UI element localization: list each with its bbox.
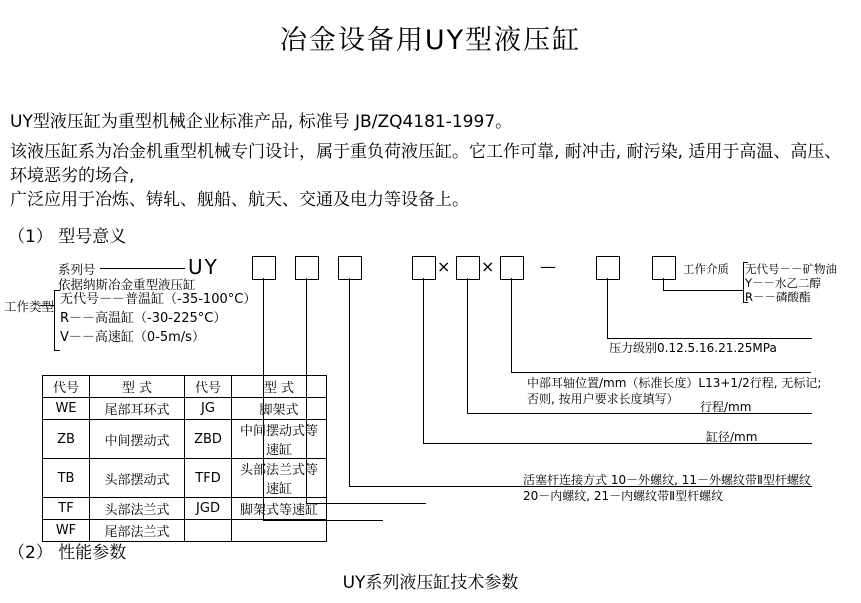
series-label-block: [58, 262, 196, 292]
code-box-2: [295, 256, 319, 280]
work-medium-title: 工作介质: [683, 262, 729, 276]
series-desc-label: 依据纳斯冶金重型液压缸: [58, 277, 196, 292]
table-row: [43, 398, 327, 420]
cell-code: TB: [43, 459, 90, 498]
intro-line-2-text: 该液压缸系为冶金机重型机械专门设计，属于重负荷液压缸。它工作可靠, 耐冲击, 耐污染, 适用于高温、高压、环境恶劣的场合,: [10, 142, 842, 186]
section-heading-1: （1） 型号意义: [8, 227, 127, 247]
table-row: [43, 420, 327, 459]
cell-type-2: 脚架式等速缸: [232, 498, 327, 520]
bracket-worktype-v: [54, 290, 55, 350]
leader-medium-v: [663, 278, 664, 290]
leader-bore-v: [423, 278, 424, 443]
cell-type: 头部法兰式: [90, 498, 185, 520]
cell-type: 头部摆动式: [90, 459, 185, 498]
leader-stroke-h: [467, 413, 812, 414]
operator-multiply-2: ×: [481, 257, 495, 276]
series-no-label: 系列号: [58, 262, 96, 277]
code-box-8: [652, 256, 676, 280]
cell-type-2: [232, 520, 327, 542]
cell-code-2: JGD: [185, 498, 232, 520]
cell-type-2: 脚架式: [232, 398, 327, 420]
stroke-label: 行程/mm: [700, 400, 752, 414]
cell-code-2: TFD: [185, 459, 232, 498]
leader-box3-h: [349, 486, 489, 487]
work-medium-options: [745, 262, 837, 304]
pressure-label: 压力级别0.12.5.16.21.25MPa: [609, 341, 777, 355]
intro-line-2: [10, 140, 855, 212]
leader-pressure-v: [607, 278, 608, 338]
bracket-worktype-b: [54, 350, 60, 351]
worktype-options: [60, 290, 256, 347]
cell-code: ZB: [43, 420, 90, 459]
cell-code: WE: [43, 398, 90, 420]
cell-code: TF: [43, 498, 90, 520]
th-type-2: 型 式: [232, 376, 327, 398]
leader-box3-v: [349, 278, 350, 486]
trunnion-line-1: 中部耳轴位置/mm（标准长度）L13+1/2行程, 无标记;: [527, 376, 822, 390]
cell-type: 中间摆动式: [90, 420, 185, 459]
code-box-6: [500, 256, 524, 280]
th-code-2: 代号: [185, 376, 232, 398]
intro-line-3-text: 广泛应用于冶炼、铸轧、舰船、航天、交通及电力等设备上。: [10, 190, 469, 210]
cell-code-2: ZBD: [185, 420, 232, 459]
leader-pressure-h: [607, 338, 812, 339]
worktype-option-1: R－－高温缸（-30-225°C）: [60, 311, 227, 326]
bracket-medium-v: [743, 262, 744, 302]
code-box-1: [252, 256, 276, 280]
code-type-table: [42, 375, 327, 542]
operator-dash: —: [540, 257, 556, 276]
th-code-1: 代号: [43, 376, 90, 398]
cell-type: 尾部耳环式: [90, 398, 185, 420]
table-row: [43, 520, 327, 542]
rod-thread-label: [523, 472, 811, 504]
bore-label: 缸径/mm: [706, 430, 758, 444]
table-caption: UY系列液压缸技术参数: [342, 573, 519, 593]
worktype-option-0: 无代号－－普温缸（-35-100°C）: [60, 292, 257, 307]
table-row: [43, 498, 327, 520]
code-box-5: [456, 256, 480, 280]
intro-line-1: UY型液压缸为重型机械企业标准产品, 标准号 JB/ZQ4181-1997。: [10, 112, 513, 132]
cell-code: WF: [43, 520, 90, 542]
section-heading-2: （2） 性能参数: [8, 543, 127, 563]
model-code-prefix: UY: [188, 255, 219, 279]
table-header-row: [43, 376, 327, 398]
work-medium-option-2: R－－磷酸酯: [745, 290, 811, 304]
cell-type-2: 头部法兰式等速缸: [232, 459, 327, 498]
rod-thread-line-2: 20－内螺纹, 21－内螺纹带Ⅱ型杆螺纹: [523, 489, 724, 503]
worktype-option-2: V－－高速缸（0-5m/s）: [60, 330, 205, 345]
table-row: [43, 459, 327, 498]
work-medium-option-1: Y－－水乙二醇: [745, 276, 822, 290]
code-box-7: [596, 256, 620, 280]
leader-medium-h: [663, 290, 743, 291]
code-box-4: [412, 256, 436, 280]
cell-code-2: [185, 520, 232, 542]
code-box-3: [338, 256, 362, 280]
page-title: 冶金设备用UY型液压缸: [279, 25, 582, 56]
leader-trunnion-h: [511, 372, 811, 373]
work-medium-option-0: 无代号－－矿物油: [745, 262, 837, 276]
leader-trunnion-v: [511, 278, 512, 372]
leader-stroke-v: [467, 278, 468, 413]
cell-type: 尾部法兰式: [90, 520, 185, 542]
trunnion-line-2: 否则, 按用户要求长度填写）: [527, 392, 679, 406]
th-type-1: 型 式: [90, 376, 185, 398]
rod-thread-line-1: 活塞杆连接方式 10－外螺纹, 11－外螺纹带Ⅱ型杆螺纹: [523, 473, 811, 487]
worktype-label: 工作类型: [4, 299, 55, 314]
operator-multiply-1: ×: [437, 257, 451, 276]
cell-code-2: JG: [185, 398, 232, 420]
trunnion-label: [527, 375, 821, 407]
cell-type-2: 中间摆动式等速缸: [232, 420, 327, 459]
